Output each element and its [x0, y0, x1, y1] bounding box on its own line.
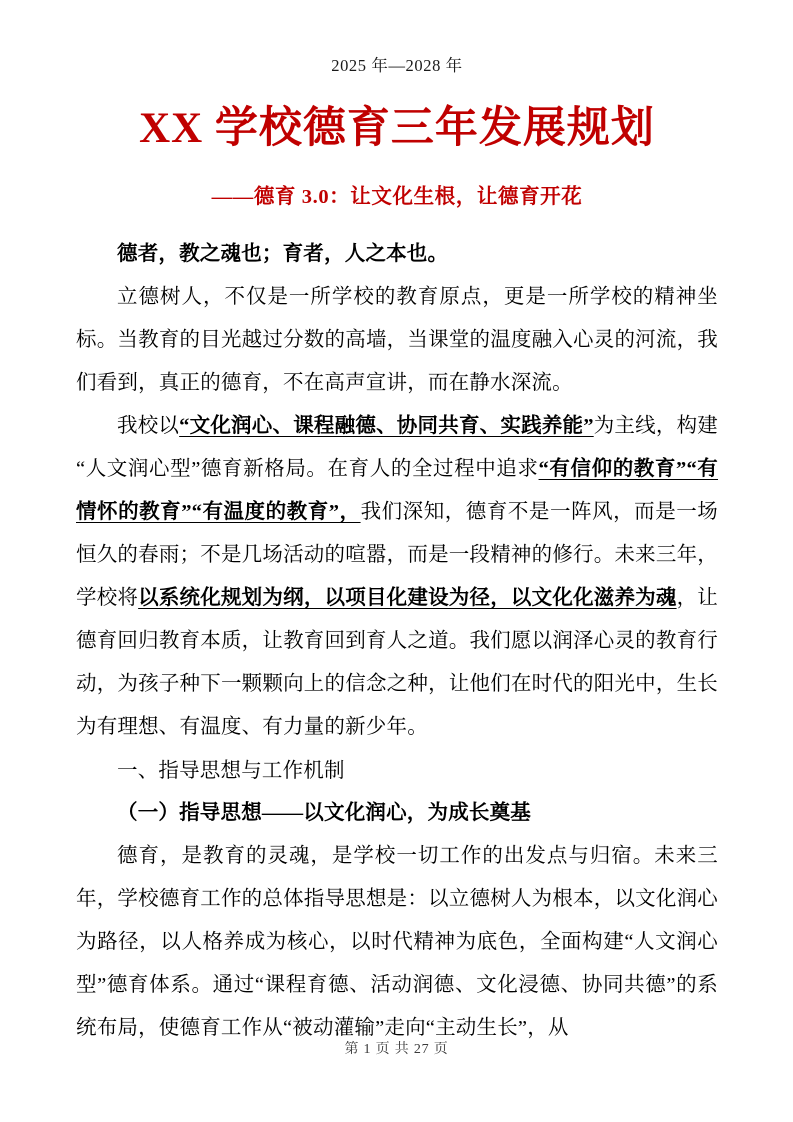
paragraph-2-text-2: 为主线，构建“人文润心型”德育新格局。在育人的全过程中追求	[76, 414, 719, 480]
paragraph-1: 立德树人，不仅是一所学校的教育原点，更是一所学校的精神坐标。当教育的目光越过分数的高墙，当课堂的温度融入心灵的河流，我们看到，真正的德育，不在高声宣讲，而在静水深流。	[76, 285, 718, 394]
paragraph-3: 德育，是教育的灵魂，是学校一切工作的出发点与归宿。未来三年，学校德育工作的总体指导思想是：以立德树人为根本，以文化润心为路径，以人格养成为核心，以时代精神为底色，全面构建“人文润心型”德育体系。通过“课程育德、活动润德、文化浸德、协同共德”的系统布局，使德育工作从“被动灌输”走向“主动生长”，从	[76, 844, 718, 1039]
date-range-line: 2025 年—2028 年	[331, 56, 463, 75]
paragraph-2-emphasis-3: 以系统化规划为纲，以项目化建设为径，以文化化滋养为魂	[138, 586, 677, 609]
paragraph-2-text-3: 我们深知，德育不是一阵风，而是一场恒久的春雨；不是几场活动的喧嚣，而是一段精神的修行。未来三年，学校将	[76, 500, 718, 609]
page-content	[76, 0, 718, 1050]
section-heading-1: 一、指导思想与工作机制	[117, 758, 345, 782]
document-subtitle: ——德育 3.0：让文化生根，让德育开花	[211, 186, 583, 209]
paragraph-2-emphasis-2: “有信仰的教育”“有情怀的教育”“有温度的教育”，	[76, 457, 719, 523]
paragraph-2-text-4: ，让德育回归教育本质，让教育回到育人之道。我们愿以润泽心灵的教育行动，为孩子种下一颗颗向上的信念之种，让他们在时代的阳光中，生长为有理想、有温度、有力量的新少年。	[76, 586, 719, 738]
paragraph-2	[76, 405, 718, 749]
paragraph-2-text-1: 我校以	[117, 414, 180, 437]
page-footer: 第 1 页 共 27 页	[344, 1042, 449, 1057]
page-title: XX 学校德育三年发展规划	[139, 104, 655, 152]
subsection-heading-1-1: （一）指导思想——以文化润心，为成长奠基	[117, 801, 531, 824]
paragraph-2-emphasis-1: “文化润心、课程融德、协同共育、实践养能”	[179, 414, 594, 437]
epigraph-line: 德者，教之魂也；育者，人之本也。	[117, 242, 449, 265]
